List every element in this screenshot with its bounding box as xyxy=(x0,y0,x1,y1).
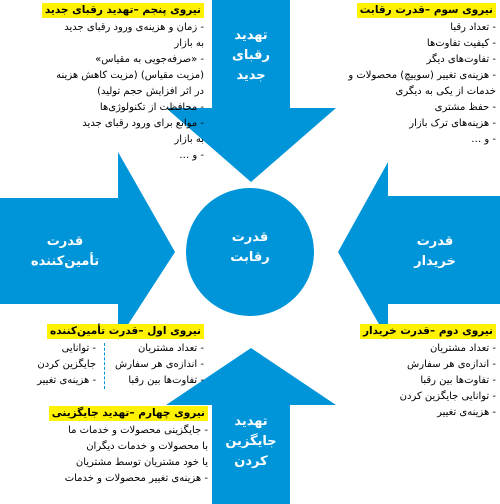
right-arrow-line1: قدرت xyxy=(416,234,454,249)
force2-list xyxy=(296,341,496,421)
force1-item: - توانایی xyxy=(61,343,97,354)
force5-item: - زمان و هزینه‌ی ورود رقبای جدید xyxy=(64,22,204,33)
force4-item: - جایگزینی محصولات و خدمات ما xyxy=(68,425,208,436)
force1-item: جایگزین کردن xyxy=(37,359,97,370)
top-arrow-line2: رقبای xyxy=(231,48,271,63)
force5-item: به بازار xyxy=(174,134,204,145)
force3-item: - تعداد رقبا xyxy=(450,22,496,33)
right-arrow-line2: خریدار xyxy=(414,254,456,269)
force3-item: - و … xyxy=(471,134,496,145)
bottom-arrow-line3: کردن xyxy=(234,454,268,469)
force1-box xyxy=(4,324,204,389)
left-arrow-line2: تأمین‌کننده xyxy=(30,254,100,269)
force1-item: - تفاوت‌ها بین رقبا xyxy=(128,375,204,386)
force2-box xyxy=(296,324,496,421)
left-arrow-line1: قدرت xyxy=(46,234,84,249)
force4-title: نیروی چهارم –تهدید جایگزینی xyxy=(49,406,208,421)
center-line2: رقابت xyxy=(230,250,270,265)
force2-item: - توانایی جایگزین کردن xyxy=(399,391,496,402)
force4-item: - هزینه‌ی تغییر محصولات و خدمات xyxy=(64,473,208,484)
force5-item: - محافظت از تکنولوژی‌ها xyxy=(99,102,204,113)
force5-item: به بازار xyxy=(174,38,204,49)
force3-item: - هزینه‌ی تغییر (سوییچ) محصولات و xyxy=(348,70,496,81)
force2-item: - تفاوت‌ها بین رقبا xyxy=(420,375,496,386)
force5-item: در اثر افزایش حجم تولید) xyxy=(97,86,204,97)
force3-list xyxy=(296,20,496,148)
force5-item: - و … xyxy=(179,150,204,161)
force3-item: خدمات از یکی به دیگری xyxy=(395,86,496,97)
force1-item: - اندازه‌ی هر سفارش xyxy=(115,359,204,370)
column-divider xyxy=(104,343,105,389)
force5-box xyxy=(4,3,204,164)
force1-item: - هزینه‌ی تغییر xyxy=(37,375,97,386)
center-line1: قدرت xyxy=(231,230,269,245)
left-arrow-label xyxy=(10,232,120,272)
force1-left-column xyxy=(37,341,100,389)
bottom-arrow-line2: جایگزین xyxy=(225,434,277,449)
force1-item: - تعداد مشتریان xyxy=(137,343,204,354)
force2-title: نیروی دوم –قدرت خریدار xyxy=(360,324,496,339)
force1-right-column xyxy=(115,341,204,389)
force3-item: - کیفیت تفاوت‌ها xyxy=(426,38,496,49)
force2-item: - هزینه‌ی تغییر xyxy=(437,407,496,418)
force5-item: - «صرفه‌جویی به مقیاس» xyxy=(95,54,204,65)
bottom-arrow-line1: تهدید xyxy=(234,414,268,429)
force3-item: - هزینه‌های ترک بازار xyxy=(409,118,496,129)
top-arrow-line3: جدید xyxy=(236,68,266,83)
force4-box xyxy=(4,406,208,487)
top-arrow-line1: تهدید xyxy=(234,28,268,43)
force1-title: نیروی اول –قدرت تأمین‌کننده xyxy=(47,324,204,339)
force5-list xyxy=(4,20,204,164)
top-arrow-label xyxy=(212,26,290,86)
force5-title: نیروی پنجم –تهدید رقبای جدید xyxy=(42,3,204,18)
force2-item: - تعداد مشتریان xyxy=(429,343,496,354)
force5-item: - موانع برای ورود رقبای جدید xyxy=(82,118,204,129)
force3-title: نیروی سوم –قدرت رقابت xyxy=(357,3,496,18)
center-label xyxy=(195,228,305,268)
force4-item: یا خود مشتریان توسط مشتریان xyxy=(75,457,208,468)
force3-item: - حفظ مشتری xyxy=(434,102,496,113)
right-arrow-label xyxy=(385,232,485,272)
force3-item: - تفاوت‌های دیگر xyxy=(426,54,496,65)
force5-item: (مزیت مقیاس) (مزیت کاهش هزینه xyxy=(56,70,204,81)
force4-list xyxy=(4,423,208,487)
force4-item: با محصولات و خدمات دیگران xyxy=(86,441,208,452)
force3-box xyxy=(296,3,496,148)
force2-item: - اندازه‌ی هر سفارش xyxy=(407,359,496,370)
force1-columns xyxy=(4,341,204,389)
bottom-arrow-label xyxy=(212,412,290,472)
